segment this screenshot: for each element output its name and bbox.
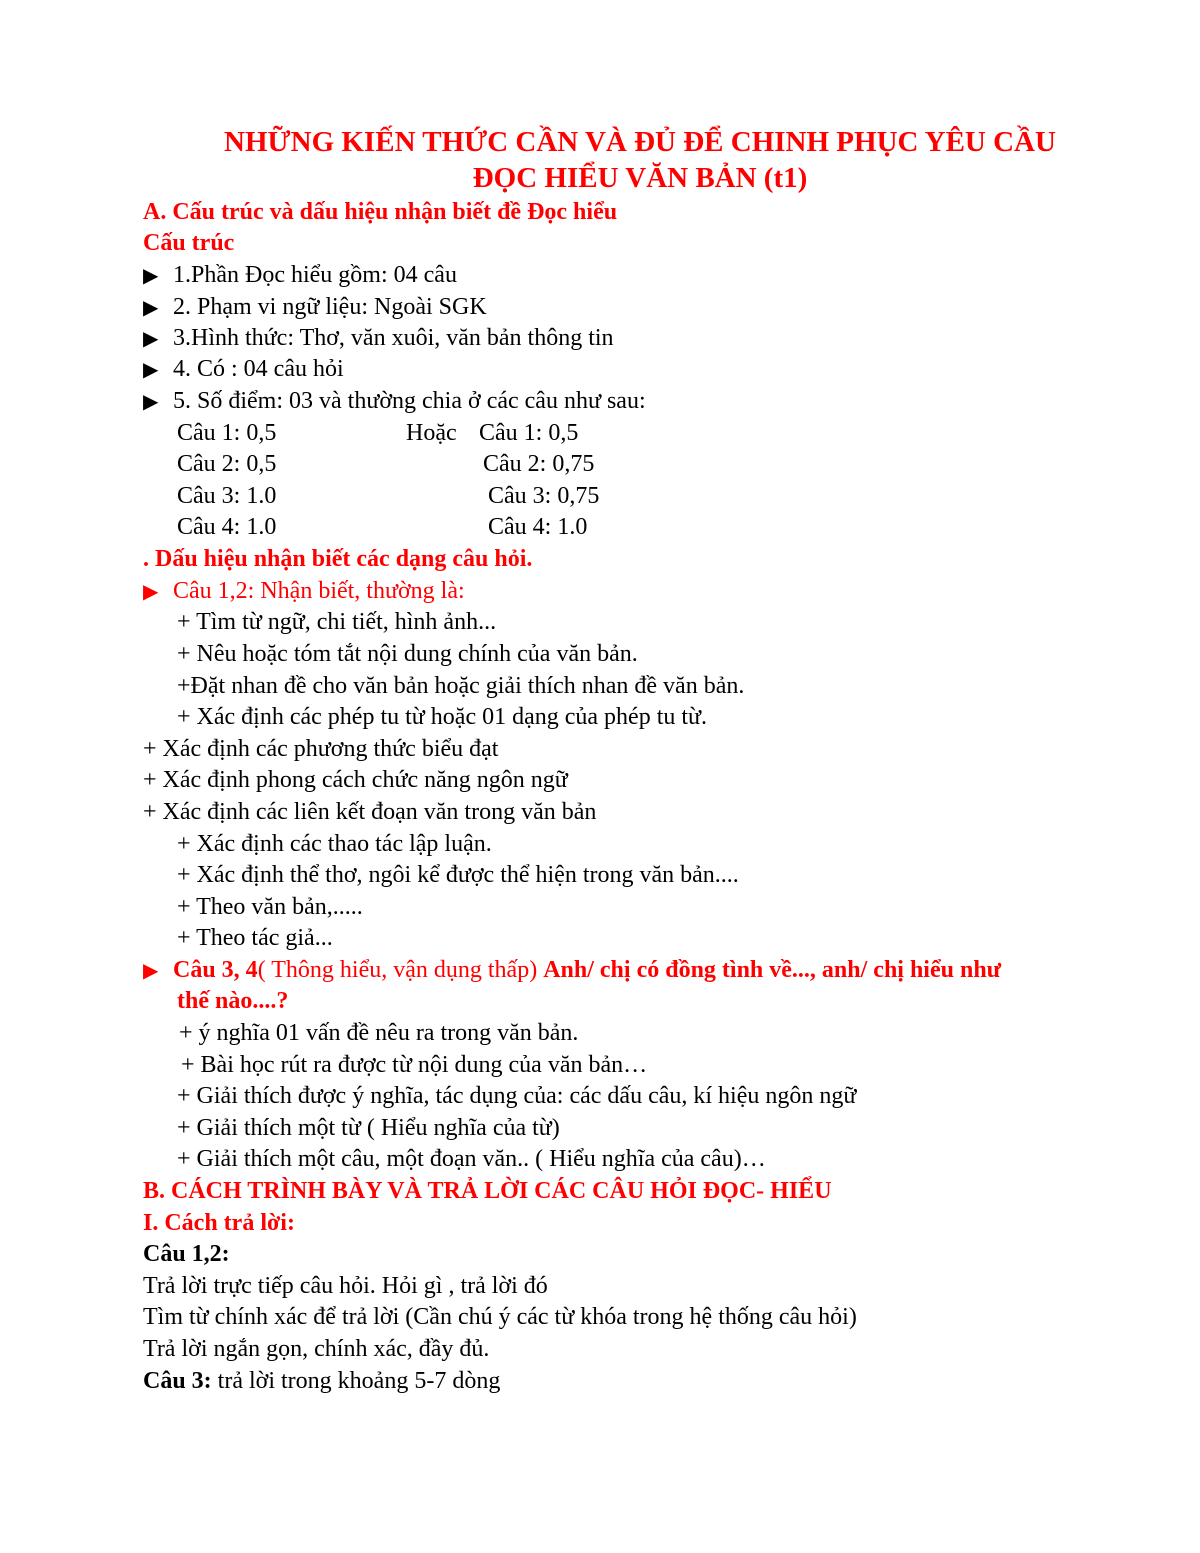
score-left-2: Câu 2: 0,5 bbox=[177, 451, 277, 477]
q34-heading: ▶ Câu 3, 4( Thông hiểu, vận dụng thấp) Anh/ chị có đồng tình về..., anh/ chị hiểu như bbox=[143, 957, 1002, 983]
q12-item: + Theo tác giả... bbox=[177, 925, 333, 951]
structure-bullet: ▶ 3.Hình thức: Thơ, văn xuôi, văn bản thông tin bbox=[143, 325, 614, 351]
signs-heading: . Dấu hiệu nhận biết các dạng câu hỏi. bbox=[143, 546, 533, 572]
q12-item: + Tìm từ ngữ, chi tiết, hình ảnh... bbox=[177, 609, 497, 635]
triangle-right-icon: ▶ bbox=[143, 263, 159, 287]
structure-subheading: Cấu trúc bbox=[143, 230, 235, 256]
score-right-1: Câu 1: 0,5 bbox=[479, 420, 579, 446]
q12-item: + Xác định các phép tu từ hoặc 01 dạng của phép tu từ. bbox=[177, 704, 708, 730]
triangle-right-icon: ▶ bbox=[143, 389, 159, 413]
triangle-right-icon: ▶ bbox=[143, 958, 159, 982]
structure-bullet: ▶ 5. Số điểm: 03 và thường chia ở các câu như sau: bbox=[143, 388, 646, 414]
q12-answer-label: Câu 1,2: bbox=[143, 1241, 230, 1267]
structure-bullet: ▶ 1.Phần Đọc hiểu gồm: 04 câu bbox=[143, 262, 457, 288]
title-line-1: NHỮNG KIẾN THỨC CẦN VÀ ĐỦ ĐỂ CHINH PHỤC YÊU CẦU bbox=[224, 126, 1056, 158]
triangle-right-icon: ▶ bbox=[143, 326, 159, 350]
q12-item: + Xác định thể thơ, ngôi kể được thể hiện trong văn bản.... bbox=[177, 862, 739, 888]
triangle-right-icon: ▶ bbox=[143, 579, 159, 603]
or-label: Hoặc bbox=[406, 420, 457, 446]
score-left-4: Câu 4: 1.0 bbox=[177, 514, 277, 540]
q12-heading: ▶ Câu 1,2: Nhận biết, thường là: bbox=[143, 578, 465, 604]
title-line-2: ĐỌC HIỂU VĂN BẢN (t1) bbox=[472, 162, 808, 194]
q34-item: + Giải thích một câu, một đoạn văn.. ( Hiểu nghĩa của câu)… bbox=[177, 1146, 766, 1172]
q12-item: +Đặt nhan đề cho văn bản hoặc giải thích nhan đề văn bản. bbox=[177, 673, 745, 699]
answer-method-subheading: I. Cách trả lời: bbox=[143, 1210, 295, 1236]
q12-answer-line: Tìm từ chính xác để trả lời (Cần chú ý các từ khóa trong hệ thống câu hỏi) bbox=[143, 1304, 857, 1330]
q34-item: + Bài học rút ra được từ nội dung của văn bản… bbox=[181, 1052, 648, 1078]
score-right-3: Câu 3: 0,75 bbox=[488, 483, 600, 509]
section-a-heading: A. Cấu trúc và dấu hiệu nhận biết đề Đọc hiểu bbox=[143, 199, 618, 225]
triangle-right-icon: ▶ bbox=[143, 357, 159, 381]
score-left-1: Câu 1: 0,5 bbox=[177, 420, 277, 446]
structure-bullet: ▶ 4. Có : 04 câu hỏi bbox=[143, 356, 344, 382]
q12-item: + Xác định các phương thức biểu đạt bbox=[143, 736, 499, 762]
q12-item: + Xác định các thao tác lập luận. bbox=[177, 831, 492, 857]
q34-item: + Giải thích một từ ( Hiểu nghĩa của từ) bbox=[177, 1115, 560, 1141]
q34-item: + Giải thích được ý nghĩa, tác dụng của: các dấu câu, kí hiệu ngôn ngữ bbox=[177, 1083, 857, 1109]
q3-answer-line: Câu 3: trả lời trong khoảng 5-7 dòng bbox=[143, 1368, 501, 1394]
q12-item: + Xác định các liên kết đoạn văn trong văn bản bbox=[143, 799, 597, 825]
q12-answer-line: Trả lời ngắn gọn, chính xác, đầy đủ. bbox=[143, 1336, 490, 1362]
structure-bullet: ▶ 2. Phạm vi ngữ liệu: Ngoài SGK bbox=[143, 294, 487, 320]
triangle-right-icon: ▶ bbox=[143, 295, 159, 319]
score-right-2: Câu 2: 0,75 bbox=[483, 451, 595, 477]
q12-item: + Nêu hoặc tóm tắt nội dung chính của văn bản. bbox=[177, 641, 638, 667]
q34-item: + ý nghĩa 01 vấn đề nêu ra trong văn bản. bbox=[179, 1020, 579, 1046]
q12-item: + Theo văn bản,..... bbox=[177, 894, 363, 920]
score-right-4: Câu 4: 1.0 bbox=[488, 514, 588, 540]
q12-answer-line: Trả lời trực tiếp câu hỏi. Hỏi gì , trả lời đó bbox=[143, 1273, 548, 1299]
q34-heading-cont: thế nào....? bbox=[177, 988, 289, 1014]
section-b-heading: B. CÁCH TRÌNH BÀY VÀ TRẢ LỜI CÁC CÂU HỎI ĐỌC- HIỂU bbox=[143, 1178, 832, 1204]
score-left-3: Câu 3: 1.0 bbox=[177, 483, 277, 509]
q12-item: + Xác định phong cách chức năng ngôn ngữ bbox=[143, 767, 568, 793]
